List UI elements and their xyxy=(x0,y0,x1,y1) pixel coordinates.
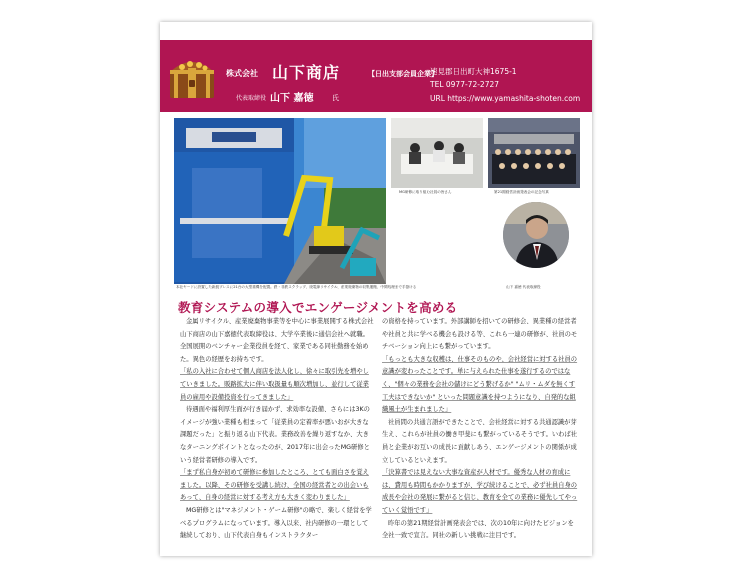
company-name: 山下商店 xyxy=(272,63,341,82)
group-photo xyxy=(488,118,580,188)
article-paragraph: MG研修とは"マネジメント・ゲーム研修"の略で、楽しく経営を学べるプログラムになっています。導入以来、社内研修の一環として継続しており、山下代表自身もインストラクター xyxy=(180,506,372,540)
rep-title: 代表取締役 xyxy=(236,95,267,102)
representative-portrait xyxy=(503,202,569,268)
rep-name: 山下 嘉徳 xyxy=(270,93,314,104)
main-photo-caption: 本社ヤードに設置した新鋭プレスに21台の大型重機を配置。鉄・非鉄スクラップ、廃電線リサイクル、産業廃棄物の収集運搬、中間処理まで手掛ける xyxy=(176,285,417,289)
article-quote: 「決算書では見えない大事な資産が人材です。優秀な人材の育成には、費用も時間もかかりますが、学び続けることで、必ず社員自身の成長や会社の発展に繋がると信じ、教育を全ての業務に優先してやっていく覚悟です」 xyxy=(382,469,578,514)
meeting-photo-caption: MG研修に取り組む社員の皆さん xyxy=(399,190,452,194)
company-header xyxy=(160,40,592,112)
article-headline: 教育システムの導入でエンゲージメントを高める xyxy=(178,300,458,315)
company-prefix: 株式会社 xyxy=(226,69,258,78)
meeting-photo xyxy=(391,118,483,188)
branch-label: 【日出支部会員企業】 xyxy=(368,70,438,78)
article-paragraph: 昨年の第21期経営計画発表会では、次の10年に向けたビジョンを全社一致で宣言。同社の新しい挑戦に注目です。 xyxy=(382,519,574,540)
article-column-left xyxy=(180,316,374,543)
article-paragraph: の資格を持っています。外部講師を招いての研修会、異業種の経営者や社員と共に学べる機会も設ける等、これら一連の研修が、社員のモチベーション向上にも繋がっています。 xyxy=(382,318,578,351)
article-paragraph: 社員間の共通言語ができたことで、会社経営に対する共通認識が芽生え、これらが社員の働き甲斐にも繋がっているそうです。いわば社員と企業がお互いの成長に貢献しあう、エンゲージメントの関係が成立しているといえます。 xyxy=(382,418,578,464)
portrait-caption: 山下 嘉徳 代表取締役 xyxy=(506,285,541,289)
group-photo-caption: 第21期経営計画発表会の記念写真 xyxy=(494,190,549,194)
article-paragraph: 待遇面や福利厚生面が行き届かず、求効率な設備、さらには3Kのイメージが強い業種も相まって「従業員の定着率が悪いおが大きな課題だった」と振り返る山下代表。業務改善を繰り返すなか、大きなターニングポイントとなったのが、2017年に出会ったMG研修という経営者研修の導入です。 xyxy=(180,406,370,464)
article-paragraph: 金属リサイクル、産業廃棄物事業等を中心に事業展開する株式会社山下商店の山下嘉徳代表取締役は、大学卒業後に通信会社へ就職。全国展開のベンチャー企業役員を経て、家業である同社勤務を始めた。異色の経歴をお持ちです。 xyxy=(180,318,374,363)
excavator-yard-photo xyxy=(174,118,386,284)
treasure-chest-icon xyxy=(168,50,216,102)
website-url: URL https://www.yamashita-shoten.com xyxy=(430,94,581,103)
article-quote: 「まず私自身が初めて研修に参加したところ、とても面白さを覚えました。以降、その研修を受講し続け、全国の経営者との出会いもあって、自身の経営に対する考え方も大きく変わりました」 xyxy=(180,469,369,502)
phone: TEL 0977-72-2727 xyxy=(430,80,500,89)
magazine-page xyxy=(160,22,592,556)
rep-suffix: 氏 xyxy=(332,94,339,102)
article-quote: 「もっとも大きな収穫は、仕事そのものや、会社経営に対する社員の意識が変わったことです。単に与えられた仕事を遂行するのではなく、"個々の業務を会社の儲けにどう繋げるか" "ムリ・ムダを無くす工夫はできないか" といった問題意識を持つようになり、自発的な組織風土が生まれました」 xyxy=(382,355,578,414)
article-quote: 「私の入社に合わせて個人商店を法人化し、徐々に取引先を増やしていきました。販路拡大に伴い取扱量も順次増加し、並行して従業員の雇用や設備投資を行ってきました」 xyxy=(180,368,369,401)
article-column-right xyxy=(382,316,578,543)
address: 速見郡日出町大神1675-1 xyxy=(430,67,517,76)
